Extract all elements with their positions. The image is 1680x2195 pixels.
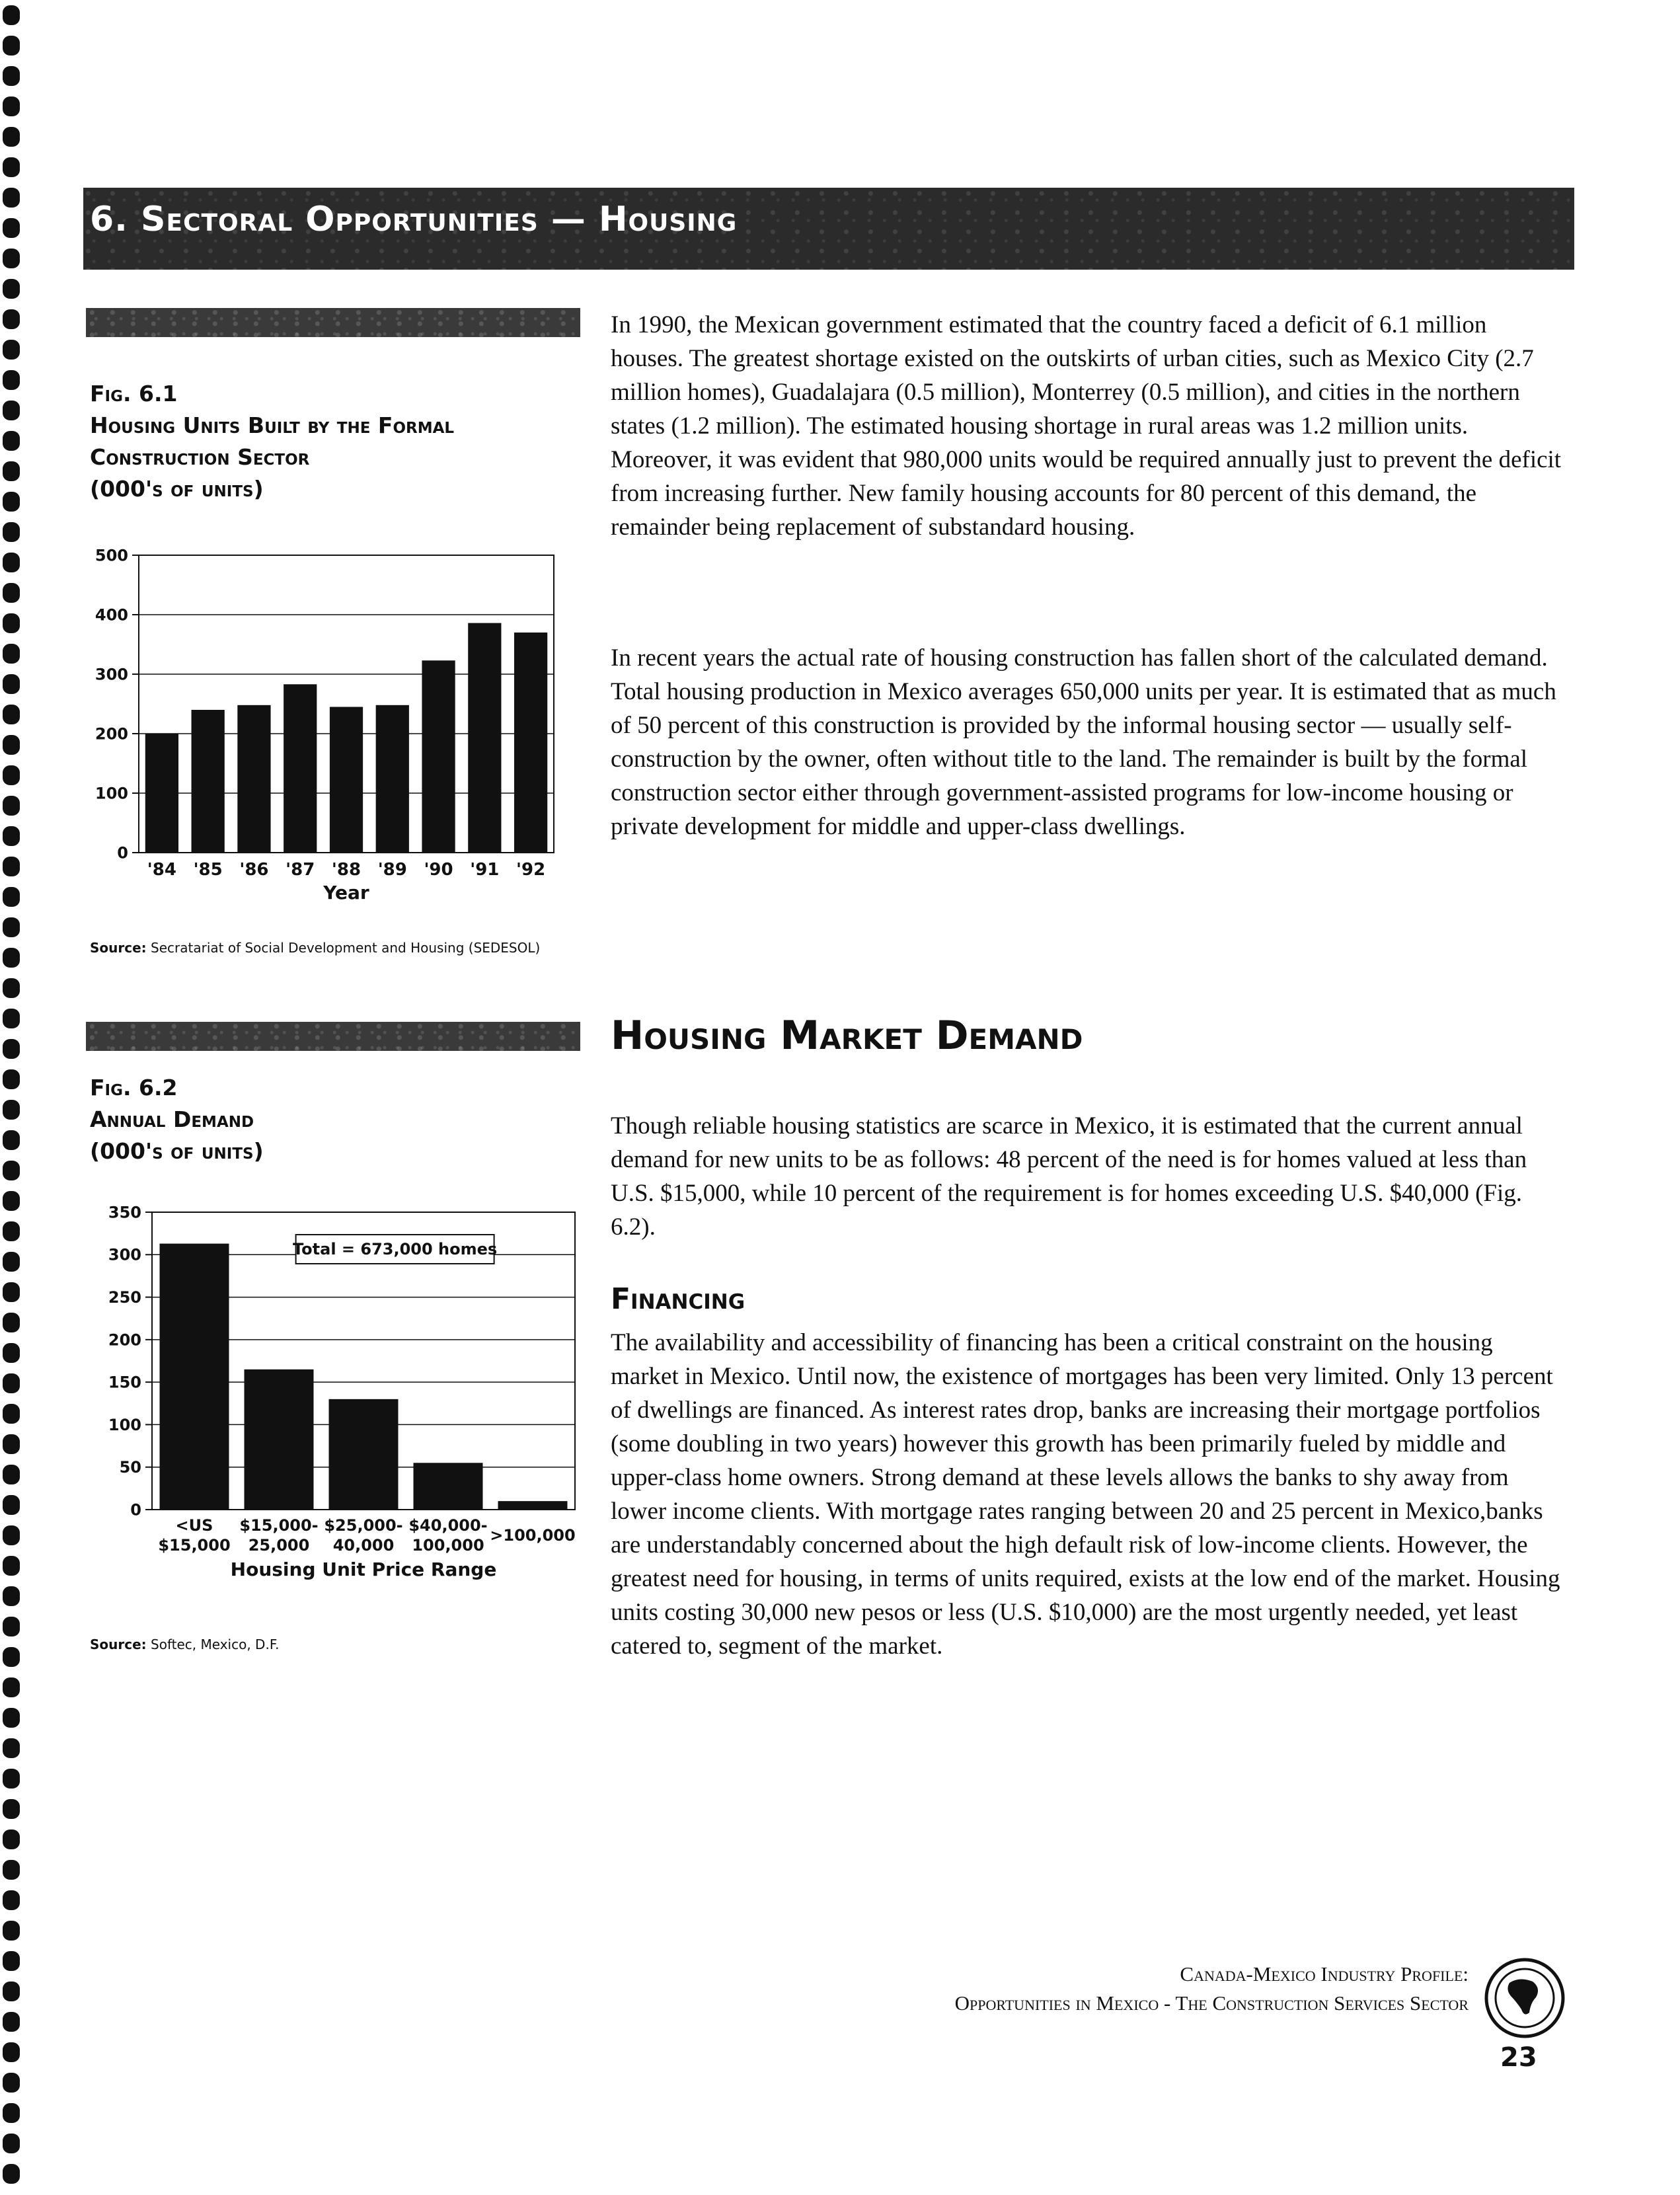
bar xyxy=(284,684,317,853)
y-tick-label: 0 xyxy=(117,843,128,863)
binder-hole xyxy=(3,309,20,329)
figure-title: Annual Demand xyxy=(90,1106,254,1132)
x-tick-label: $15,000 xyxy=(158,1536,231,1555)
bar xyxy=(329,1399,399,1510)
section-title: 6. Sectoral Opportunities — Housing xyxy=(90,200,738,239)
binder-hole xyxy=(3,218,20,238)
binder-hole xyxy=(3,1191,20,1211)
binder-hole xyxy=(3,1465,20,1484)
binder-hole xyxy=(3,826,20,846)
bar xyxy=(468,623,501,853)
page-number: 23 xyxy=(1500,2042,1537,2073)
nafta-globe-logo-icon xyxy=(1483,1956,1566,2040)
y-tick-label: 400 xyxy=(95,605,128,625)
y-tick-label: 100 xyxy=(108,1415,141,1434)
x-tick-label: '84 xyxy=(147,860,176,880)
annotation-text: Total = 673,000 homes xyxy=(292,1240,498,1258)
binder-hole xyxy=(3,1404,20,1424)
heading-housing-market-demand: Housing Market Demand xyxy=(611,1013,1083,1059)
binder-hole xyxy=(3,249,20,268)
paragraph-housing-deficit: In 1990, the Mexican government estimated that the country faced a deficit of 6.1 million houses. The greatest shortage existed on the outskirts of urban cities, such as Mexico City (2.7 million homes), Guadalajara (0.5 million), Monterrey (0.5 million), and cities in the northern states (1.2 million). The estimated housing shortage in rural areas was 1.2 million units. Moreover, it was evident that 980,000 units would be required annually just to prevent the deficit from increasing further. New family housing accounts for 80 percent of this demand, the remainder being replacement of substandard housing. xyxy=(611,311,1562,541)
footer-line-1: Canada-Mexico Industry Profile: xyxy=(1180,1962,1469,1985)
binder-hole xyxy=(3,2103,20,2123)
source-text: Softec, Mexico, D.F. xyxy=(146,1637,280,1652)
binder-hole xyxy=(3,1708,20,1728)
paragraph-financing: The availability and accessibility of financing has been a critical constraint on the housing market in Mexico. Until now, the existence of mortgages has been very limited. Only 13 percent of dwellings are financed. As interest rates drop, banks are increasing their mortgage portfolios (some doubling in two years) however this growth has been primarily fueled by middle and upper-class home owners. Strong demand at these levels allows the banks to shy away from lower income clients. With mortgage rates ranging between 20 and 25 percent in Mexico,banks are understandably concerned about the high default risk of low-income clients. However, the greatest need for housing, in terms of units required, exists at the low end of the market. Housing units costing 30,000 new pesos or less (U.S. $10,000) are the most urgently needed, yet least catered to, segment of the market. xyxy=(611,1329,1560,1660)
y-tick-label: 50 xyxy=(119,1458,141,1477)
bar xyxy=(514,633,547,853)
binder-hole xyxy=(3,522,20,542)
binder-hole xyxy=(3,1343,20,1363)
x-tick-label: '87 xyxy=(286,860,315,880)
binder-hole xyxy=(3,431,20,451)
binder-hole xyxy=(3,644,20,664)
binder-hole xyxy=(3,340,20,360)
binder-hole xyxy=(3,1677,20,1697)
binder-hole xyxy=(3,96,20,116)
y-tick-label: 500 xyxy=(95,546,128,565)
binder-hole xyxy=(3,1161,20,1180)
binder-hole xyxy=(3,1556,20,1576)
binder-hole xyxy=(3,948,20,968)
x-tick-label: <US xyxy=(175,1516,213,1535)
binder-hole xyxy=(3,1982,20,2001)
binder-hole xyxy=(3,887,20,907)
y-tick-label: 350 xyxy=(108,1203,141,1222)
binder-hole xyxy=(3,1282,20,1302)
binder-hole xyxy=(3,583,20,603)
binder-hole xyxy=(3,1586,20,1606)
binder-hole xyxy=(3,157,20,177)
source-text: Secratariat of Social Development and Housing (SEDESOL) xyxy=(146,940,541,956)
binder-hole xyxy=(3,796,20,816)
binder-hole xyxy=(3,1860,20,1880)
binder-hole xyxy=(3,2134,20,2153)
binder-hole xyxy=(3,2073,20,2093)
page-footer xyxy=(955,1960,1469,2018)
bar xyxy=(376,705,409,853)
binder-hole xyxy=(3,66,20,86)
binder-hole xyxy=(3,1617,20,1637)
x-tick-label: $40,000- xyxy=(408,1516,488,1535)
chart-housing-units-built xyxy=(86,539,575,909)
binder-hole xyxy=(3,1890,20,1910)
bar-chart-2 xyxy=(86,1198,588,1607)
figure-divider-bar xyxy=(86,1022,580,1051)
binder-hole xyxy=(3,127,20,147)
y-tick-label: 0 xyxy=(130,1500,141,1520)
x-axis-label: Year xyxy=(323,882,369,904)
binder-hole xyxy=(3,978,20,998)
bar xyxy=(422,660,455,853)
binder-hole xyxy=(3,674,20,694)
x-tick-label: 40,000 xyxy=(332,1536,395,1555)
figure-6-1-source xyxy=(90,940,540,956)
figure-divider-bar xyxy=(86,308,580,337)
binder-hole xyxy=(3,188,20,208)
x-tick-label: >100,000 xyxy=(490,1526,576,1545)
bar-chart-1 xyxy=(86,539,575,909)
binder-hole xyxy=(3,553,20,572)
figure-number: Fig. 6.1 xyxy=(90,381,178,406)
y-tick-label: 200 xyxy=(95,724,128,744)
binder-hole xyxy=(3,1921,20,1941)
x-tick-label: $15,000- xyxy=(239,1516,319,1535)
binder-hole xyxy=(3,765,20,785)
figure-units: (000's of units) xyxy=(90,1138,264,1164)
binder-hole xyxy=(3,1799,20,1819)
x-tick-label: '92 xyxy=(516,860,546,880)
x-tick-label: '89 xyxy=(377,860,407,880)
binder-hole xyxy=(3,1221,20,1241)
x-tick-label: '90 xyxy=(424,860,453,880)
x-tick-label: '86 xyxy=(239,860,269,880)
paragraph-market-demand: Though reliable housing statistics are scarce in Mexico, it is estimated that the current annual demand for new units to be as follows: 48 percent of the need is for homes valued at less than U.S. $15,000, while 10 percent of the requirement is for homes exceeding U.S. $40,000 (Fig. 6.2). xyxy=(611,1112,1527,1241)
figure-6-2-caption xyxy=(90,1072,264,1167)
binder-hole xyxy=(3,705,20,724)
bar xyxy=(160,1244,229,1510)
binder-hole xyxy=(3,461,20,481)
binder-hole xyxy=(3,279,20,299)
binder-hole xyxy=(3,492,20,512)
figure-title: Construction Sector xyxy=(90,444,310,470)
bar xyxy=(237,705,270,853)
binder-hole xyxy=(3,1769,20,1789)
paragraph-construction-rate: In recent years the actual rate of housing construction has fallen short of the calculated demand. Total housing production in Mexico averages 650,000 units per year. It is estimated that as much of 50 percent of this construction is provided by the informal housing sector — usually self-construction by the owner, often without title to the land. The remainder is built by the formal construction sector either through government-assisted programs for low-income housing or private development for middle and upper-class dwellings. xyxy=(611,644,1556,840)
y-tick-label: 300 xyxy=(108,1245,141,1264)
binder-hole xyxy=(3,1100,20,1120)
x-tick-label: '88 xyxy=(331,860,362,880)
bar xyxy=(330,707,363,853)
figure-units: (000's of units) xyxy=(90,476,264,502)
binder-hole xyxy=(3,1039,20,1059)
x-axis-label: Housing Unit Price Range xyxy=(230,1559,497,1580)
y-tick-label: 300 xyxy=(95,665,128,684)
binder-hole xyxy=(3,2164,20,2184)
binder-hole xyxy=(3,1525,20,1545)
y-tick-label: 250 xyxy=(108,1288,141,1307)
binder-hole xyxy=(3,1313,20,1332)
figure-6-2-source xyxy=(90,1637,279,1652)
x-tick-label: $25,000- xyxy=(324,1516,403,1535)
binder-hole xyxy=(3,36,20,56)
binder-hole xyxy=(3,1373,20,1393)
binder-hole xyxy=(3,2012,20,2032)
binder-hole xyxy=(3,1738,20,1758)
bar xyxy=(192,710,225,853)
y-tick-label: 150 xyxy=(108,1373,141,1392)
footer-line-2: Opportunities in Mexico - The Construction Services Sector xyxy=(954,1991,1469,2015)
binder-holes xyxy=(0,0,26,2195)
bar xyxy=(414,1463,483,1510)
chart-annual-demand xyxy=(86,1198,588,1607)
y-tick-label: 200 xyxy=(108,1330,141,1350)
binder-hole xyxy=(3,1829,20,1849)
bar xyxy=(498,1501,568,1510)
y-tick-label: 100 xyxy=(95,784,128,803)
x-tick-label: '91 xyxy=(470,860,500,880)
binder-hole xyxy=(3,1130,20,1150)
x-tick-label: 25,000 xyxy=(248,1536,310,1555)
x-tick-label: '85 xyxy=(193,860,223,880)
source-label: Source: xyxy=(90,1637,147,1652)
binder-hole xyxy=(3,1434,20,1454)
section-banner xyxy=(83,188,1574,270)
bar xyxy=(245,1369,314,1510)
binder-hole xyxy=(3,857,20,876)
figure-title: Housing Units Built by the Formal xyxy=(90,412,455,438)
binder-hole xyxy=(3,401,20,420)
figure-6-1-caption xyxy=(90,378,454,505)
x-tick-label: 100,000 xyxy=(412,1536,484,1555)
binder-hole xyxy=(3,1069,20,1089)
bar xyxy=(145,734,178,853)
binder-hole xyxy=(3,1495,20,1515)
binder-hole xyxy=(3,917,20,937)
source-label: Source: xyxy=(90,940,147,956)
binder-hole xyxy=(3,370,20,390)
heading-financing: Financing xyxy=(611,1282,745,1316)
binder-hole xyxy=(3,735,20,755)
binder-hole xyxy=(3,613,20,633)
binder-hole xyxy=(3,1951,20,1971)
binder-hole xyxy=(3,2042,20,2062)
binder-hole xyxy=(3,1252,20,1272)
binder-hole xyxy=(3,1009,20,1028)
figure-number: Fig. 6.2 xyxy=(90,1075,178,1100)
binder-hole xyxy=(3,5,20,25)
binder-hole xyxy=(3,1647,20,1667)
